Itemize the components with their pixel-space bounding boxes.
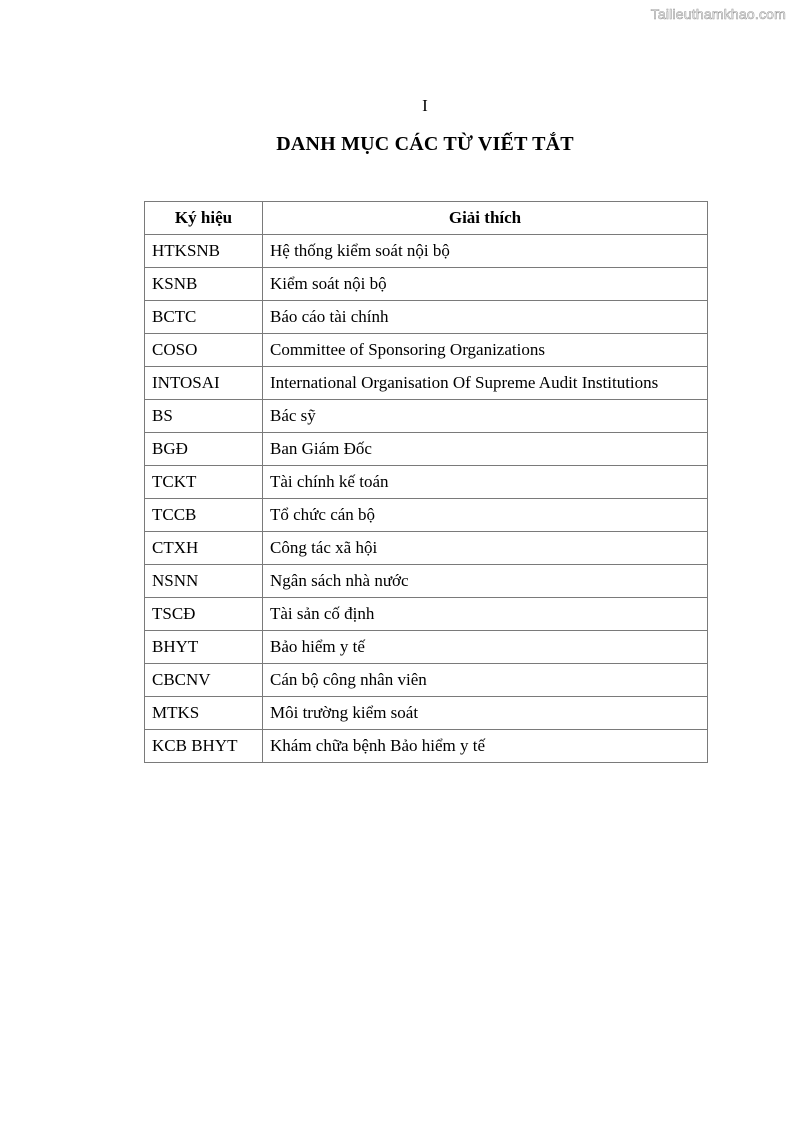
- abbreviation-code: BHYT: [145, 631, 263, 664]
- abbreviation-code: TSCĐ: [145, 598, 263, 631]
- table-row: [145, 598, 708, 631]
- page-number: I: [422, 96, 428, 115]
- header-description: Giải thích: [263, 202, 708, 235]
- table-row: [145, 532, 708, 565]
- table-row: [145, 730, 708, 763]
- abbreviation-code: BGĐ: [145, 433, 263, 466]
- abbreviation-description: Kiểm soát nội bộ: [263, 268, 708, 301]
- abbreviation-code: KSNB: [145, 268, 263, 301]
- table-row: [145, 631, 708, 664]
- table-row: [145, 400, 708, 433]
- abbreviation-description: Ngân sách nhà nước: [263, 565, 708, 598]
- abbreviation-description: Tổ chức cán bộ: [263, 499, 708, 532]
- abbreviation-description: Tài sản cố định: [263, 598, 708, 631]
- table-header-row: [145, 202, 708, 235]
- abbreviation-description: Cán bộ công nhân viên: [263, 664, 708, 697]
- abbreviation-description: Committee of Sponsoring Organizations: [263, 334, 708, 367]
- abbreviation-description: International Organisation Of Supreme Audit Institutions: [263, 367, 708, 400]
- abbreviation-code: NSNN: [145, 565, 263, 598]
- table-row: [145, 235, 708, 268]
- abbreviation-description: Tài chính kế toán: [263, 466, 708, 499]
- abbreviation-description: Ban Giám Đốc: [263, 433, 708, 466]
- abbreviation-code: TCKT: [145, 466, 263, 499]
- abbreviation-code: CTXH: [145, 532, 263, 565]
- table-row: [145, 367, 708, 400]
- abbreviation-code: MTKS: [145, 697, 263, 730]
- abbreviation-description: Bảo hiểm y tế: [263, 631, 708, 664]
- header-code: Ký hiệu: [145, 202, 263, 235]
- abbreviation-code: COSO: [145, 334, 263, 367]
- abbreviation-code: TCCB: [145, 499, 263, 532]
- table-row: [145, 268, 708, 301]
- abbreviation-description: Khám chữa bệnh Bảo hiểm y tế: [263, 730, 708, 763]
- abbreviation-description: Công tác xã hội: [263, 532, 708, 565]
- abbreviation-code: HTKSNB: [145, 235, 263, 268]
- abbreviation-code: BS: [145, 400, 263, 433]
- abbreviation-description: Môi trường kiểm soát: [263, 697, 708, 730]
- abbreviation-code: CBCNV: [145, 664, 263, 697]
- table-row: [145, 301, 708, 334]
- page-title: DANH MỤC CÁC TỪ VIẾT TẮT: [276, 133, 574, 155]
- table-row: [145, 697, 708, 730]
- table-row: [145, 433, 708, 466]
- table-row: [145, 334, 708, 367]
- abbreviation-code: BCTC: [145, 301, 263, 334]
- table-row: [145, 466, 708, 499]
- abbreviation-table: [144, 201, 708, 763]
- table-row: [145, 664, 708, 697]
- table-row: [145, 499, 708, 532]
- abbreviation-description: Hệ thống kiểm soát nội bộ: [263, 235, 708, 268]
- abbreviation-code: KCB BHYT: [145, 730, 263, 763]
- abbreviation-description: Bác sỹ: [263, 400, 708, 433]
- table-row: [145, 565, 708, 598]
- abbreviation-code: INTOSAI: [145, 367, 263, 400]
- abbreviation-description: Báo cáo tài chính: [263, 301, 708, 334]
- watermark: Tailieuthamkhao.com: [650, 6, 786, 22]
